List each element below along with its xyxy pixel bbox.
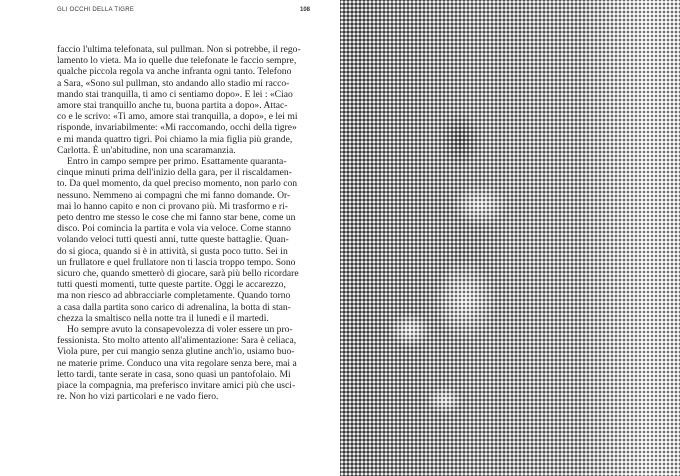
running-head: GLI OCCHI DELLA TIGRE — [57, 7, 135, 13]
halftone-photo-footballer — [340, 0, 680, 476]
text-line: peto dentro me stesso le cose che mi fanno star bene, come un — [57, 212, 296, 224]
text-line: Ho sempre avuto la consapevolezza di voler essere un pro- — [67, 324, 293, 336]
text-line: volando veloci tutti questi anni, tutte queste battaglie. Quan- — [57, 234, 289, 246]
text-line: Carlotta. È un'abitudine, non una scaramanzia. — [57, 144, 236, 156]
text-line: a casa dalla partita sono carico di adrenalina, la botta di stan- — [57, 301, 291, 313]
text-line: cinque minuti prima dell'inizio della gara, per il riscaldamen- — [57, 167, 292, 179]
text-line: letto tardi, tante serate in casa, sono quasi un pantofolaio. Mi — [57, 368, 291, 380]
text-line: a Sara, «Sono sul pullman, sto andando allo stadio mi racco- — [57, 77, 290, 89]
text-line: tutti questi momenti, tutte queste partite. Oggi le accarezzo, — [57, 279, 286, 291]
paragraph — [57, 156, 299, 324]
text-line: to. Da quel momento, da quel preciso momento, non parlo con — [57, 178, 298, 190]
text-line: re. Non ho vizi particolari e ne vado fiero. — [57, 391, 219, 403]
text-line: do si gioca, quando si è in attività, si gusta poco tutto. Sei in — [57, 245, 288, 257]
text-line: disco. Poi comincia la partita e vola via veloce. Come stanno — [57, 223, 291, 235]
paragraph — [57, 324, 297, 403]
text-line: mando stai tranquilla, ti amo ci sentiamo dopo». E lei : «Ciao — [57, 88, 293, 100]
text-line: e mi manda quattro tigri. Poi chiamo la mia figlia più grande, — [57, 133, 293, 145]
text-line: lamento lo vieta. Ma io quelle due telefonate le faccio sempre, — [57, 55, 297, 67]
text-line: fessionista. Sto molto attento all'alimentazione: Sara è celiaca, — [57, 335, 297, 347]
text-line: Entro in campo sempre per primo. Esattamente quaranta- — [67, 156, 287, 168]
paragraph — [57, 44, 301, 156]
text-line: Viola pure, per cui mangio senza glutine anch'io, usiamo buo- — [57, 346, 295, 358]
text-line: sicuro che, quando smetterò di giocare, sarà più bello ricordare — [57, 268, 299, 280]
text-line: faccio l'ultima telefonata, sul pullman. Non si potrebbe, il rego- — [57, 44, 301, 55]
text-line: co e le scrivo: «Ti amo, amore stai tranquilla, a dopo», e lei mi — [57, 111, 298, 123]
text-line: piace la compagnia, ma preferisco invitare amici più che usci- — [57, 380, 296, 392]
text-line: risponde, invariabilmente: «Mi raccomando, occhi della tigre» — [57, 122, 297, 134]
text-line: ma non riesco ad abbracciarle completamente. Quando torno — [57, 290, 291, 302]
body-text — [57, 44, 301, 403]
text-line: ne materie prime. Conduco una vita regolare senza bere, mai a — [57, 357, 297, 369]
page-number: 108 — [300, 7, 311, 13]
text-line: nessuno. Nemmeno ai compagni che mi fanno domande. Or- — [57, 189, 291, 201]
text-line: qualche piccola regola va anche infranta ogni tanto. Telefono — [57, 66, 292, 78]
text-line: un frullatore e quel frullatore non ti lascia troppo tempo. Sono — [57, 256, 296, 268]
text-line: chezza la smaltisco nella notte tra il lunedì e il martedì. — [57, 312, 269, 324]
text-line: mai lo hanno capito e non ci provano più. Mi trasformo e ri- — [57, 200, 288, 212]
text-line: amore stai tranquillo anche tu, buona partita a dopo». Attac- — [57, 100, 288, 112]
